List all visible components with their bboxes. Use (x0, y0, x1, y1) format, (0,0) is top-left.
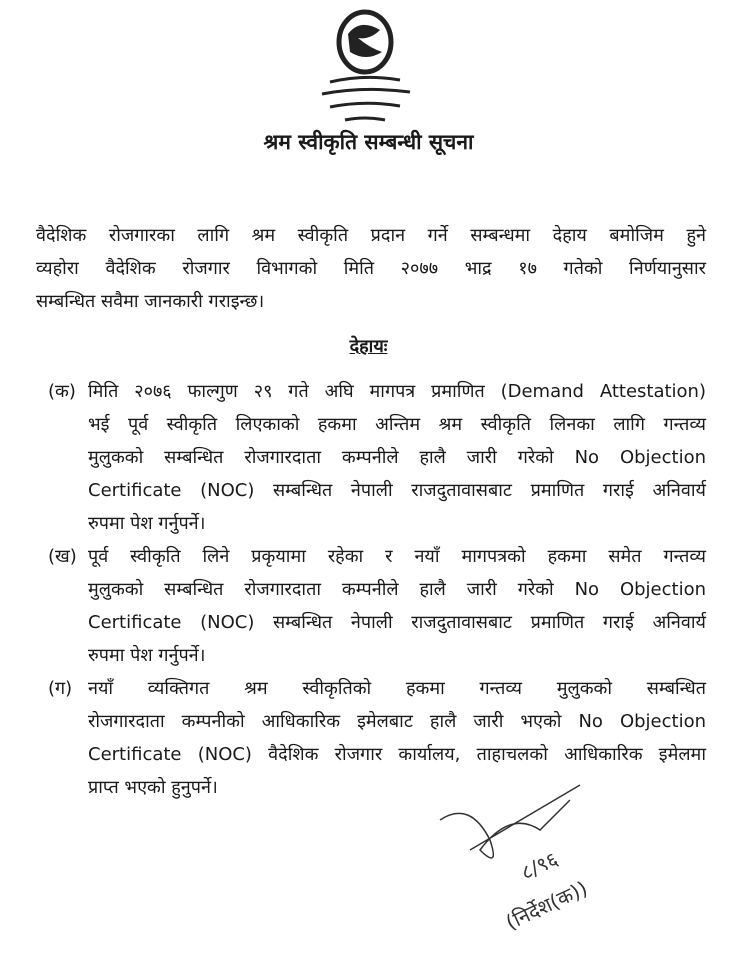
intro-line: व्यहोरा वैदेशिक रोजगार विभागको मिति २०७७ भाद्र १७ गतेको निर्णयानुसार (36, 258, 706, 279)
item-line: रुपमा पेश गर्नुपर्ने। (88, 645, 206, 666)
signature-date: ८/९६ (516, 846, 562, 885)
item-line: मुलुकको सम्बन्धित रोजगारदाता कम्पनीले हालै जारी गरेको No Objection (88, 447, 706, 468)
signature-note: (निर्देश(क)) (501, 875, 592, 935)
item-label: (ग) (48, 678, 73, 699)
intro-line: वैदेशिक रोजगारका लागि श्रम स्वीकृति प्रदान गर्ने सम्बन्धमा देहाय बमोजिम हुने (36, 225, 706, 246)
item-label: (क) (48, 381, 76, 402)
item-line: मुलुकको सम्बन्धित रोजगारदाता कम्पनीले हालै जारी गरेको No Objection (88, 579, 706, 600)
item-line: Certificate (NOC) सम्बन्धित नेपाली राजदुतावासबाट प्रमाणित गराई अनिवार्य (88, 612, 706, 633)
government-seal-logo (300, 4, 430, 134)
item-line: Certificate (NOC) वैदेशिक रोजगार कार्यालय, ताहाचलको आधिकारिक इमेलमा (88, 744, 706, 765)
item-line: भई पूर्व स्वीकृति लिएकाको हकमा अन्तिम श्रम स्वीकृति लिनका लागि गन्तव्य (88, 414, 706, 435)
page-title: श्रम स्वीकृति सम्बन्धी सूचना (263, 130, 474, 154)
item-line: प्राप्त भएको हुनुपर्ने। (88, 777, 218, 798)
item-line: Certificate (NOC) सम्बन्धित नेपाली राजदुतावासबाट प्रमाणित गराई अनिवार्य (88, 480, 706, 501)
item-line: रुपमा पेश गर्नुपर्ने। (88, 513, 206, 534)
handwritten-signature (430, 780, 630, 950)
item-line: नयाँ व्यक्तिगत श्रम स्वीकृतिको हकमा गन्तव्य मुलुकको सम्बन्धित (88, 678, 706, 699)
item-line: पूर्व स्वीकृति लिने प्रकृयामा रहेका र नयाँ मागपत्रको हकमा समेत गन्तव्य (88, 546, 706, 567)
item-label: (ख) (48, 546, 77, 567)
item-line: मिति २०७६ फाल्गुण २९ गते अघि मागपत्र प्रमाणित (Demand Attestation) (88, 381, 706, 402)
section-heading: देहायः (349, 336, 388, 357)
intro-line: सम्बन्धित सवैमा जानकारी गराइन्छ। (36, 291, 265, 312)
item-line: रोजगारदाता कम्पनीको आधिकारिक इमेलबाट हालै जारी भएको No Objection (88, 711, 706, 732)
